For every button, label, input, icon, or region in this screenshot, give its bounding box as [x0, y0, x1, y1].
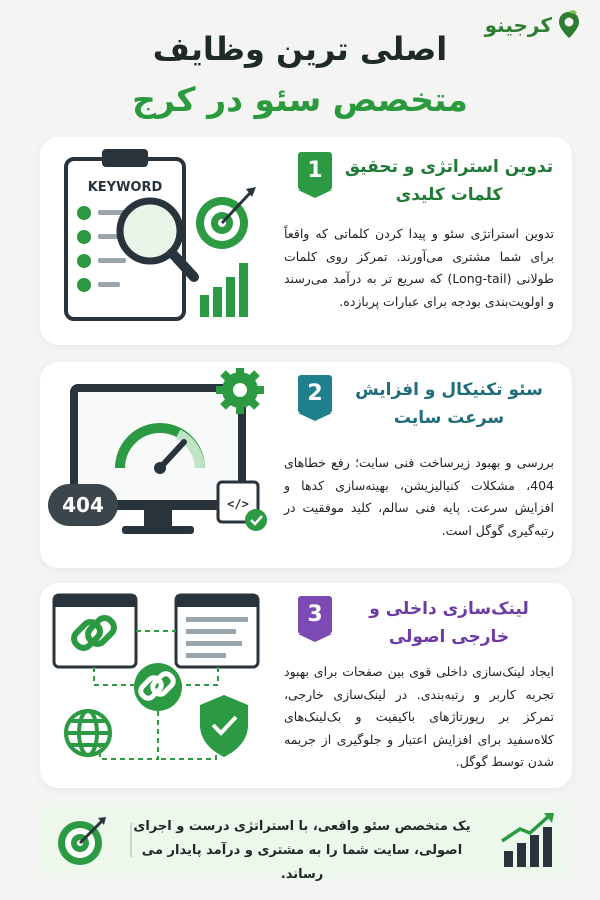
- keyword-label: KEYWORD: [87, 180, 163, 195]
- brand-name: کرجینو: [484, 13, 552, 37]
- error-404-badge: [48, 484, 118, 526]
- card-body-3: ایجاد لینک‌سازی داخلی قوی بین صفحات برای بهبود تجربه کاربر و رتبه‌بندی. در لینک‌سازی خارجی، تمرکز بر رپورتاژهای باکیفیت و بک‌لینک‌های کلاه‌سفید برای افزایش اعتبار و جلوگیری از جریمه شدن توسط گوگل.: [284, 664, 554, 769]
- page-title-line1: اصلی ترین وظایف: [152, 30, 448, 68]
- keyword-research-illustration: [54, 145, 264, 330]
- card-title-2: سئو تکنیکال و افزایش سرعت سایت: [355, 380, 543, 428]
- shield-check-icon: [200, 695, 248, 757]
- page-title-line2: متخصص سئو در کرج: [132, 80, 468, 119]
- technical-seo-illustration: [48, 368, 273, 558]
- card-title-1: تدوین استراتژی و تحقیق کلمات کلیدی: [344, 157, 554, 205]
- target-icon: [196, 187, 256, 249]
- code-window-icon: [218, 482, 267, 531]
- step-number-2: 2: [298, 375, 332, 413]
- growth-chart-icon: [498, 811, 558, 869]
- card-keyword-research: [40, 137, 572, 345]
- footer-text: یک متخصص سئو واقعی، با استراتژی درست و اجرای اصولی، سایت شما را به مشتری و درآمد پایدار می رساند.: [133, 819, 471, 882]
- target-arrow-icon: [56, 815, 108, 867]
- card-body-1: تدوین استراتژی سئو و پیدا کردن کلماتی که واقعاً برای شما مشتری می‌آورند. تمرکز روی کلمات طولانی (Long-tail) که سریع تر به درآمد می‌رسند و اولویت‌بندی بودجه برای عبارات پربازده.: [284, 226, 554, 309]
- footer-callout: [40, 801, 572, 882]
- gear-icon: [216, 368, 264, 414]
- step-number-3: 3: [298, 596, 332, 634]
- card-technical-seo: [40, 362, 572, 568]
- browser-window-left: [54, 595, 136, 667]
- svg-text:404: 404: [62, 493, 104, 517]
- growth-bars-icon: [200, 263, 248, 317]
- link-building-illustration: [48, 591, 273, 781]
- card-title-3: لینک‌سازی داخلی و خارجی اصولی: [369, 599, 529, 647]
- browser-window-right: [176, 595, 258, 667]
- step-number-1: 1: [298, 152, 332, 190]
- svg-text:</>: </>: [227, 497, 249, 511]
- globe-icon: [66, 711, 110, 755]
- card-link-building: [40, 583, 572, 788]
- card-body-2: بررسی و بهبود زیرساخت فنی سایت؛ رفع خطاهای 404، مشکلات کنیالیزیشن، بهینه‌سازی کدها و افزایش سرعت. پایه فنی سالم، کلید موفقیت در رتبه‌گیری گوگل است.: [284, 455, 554, 538]
- center-link-icon: [134, 663, 182, 711]
